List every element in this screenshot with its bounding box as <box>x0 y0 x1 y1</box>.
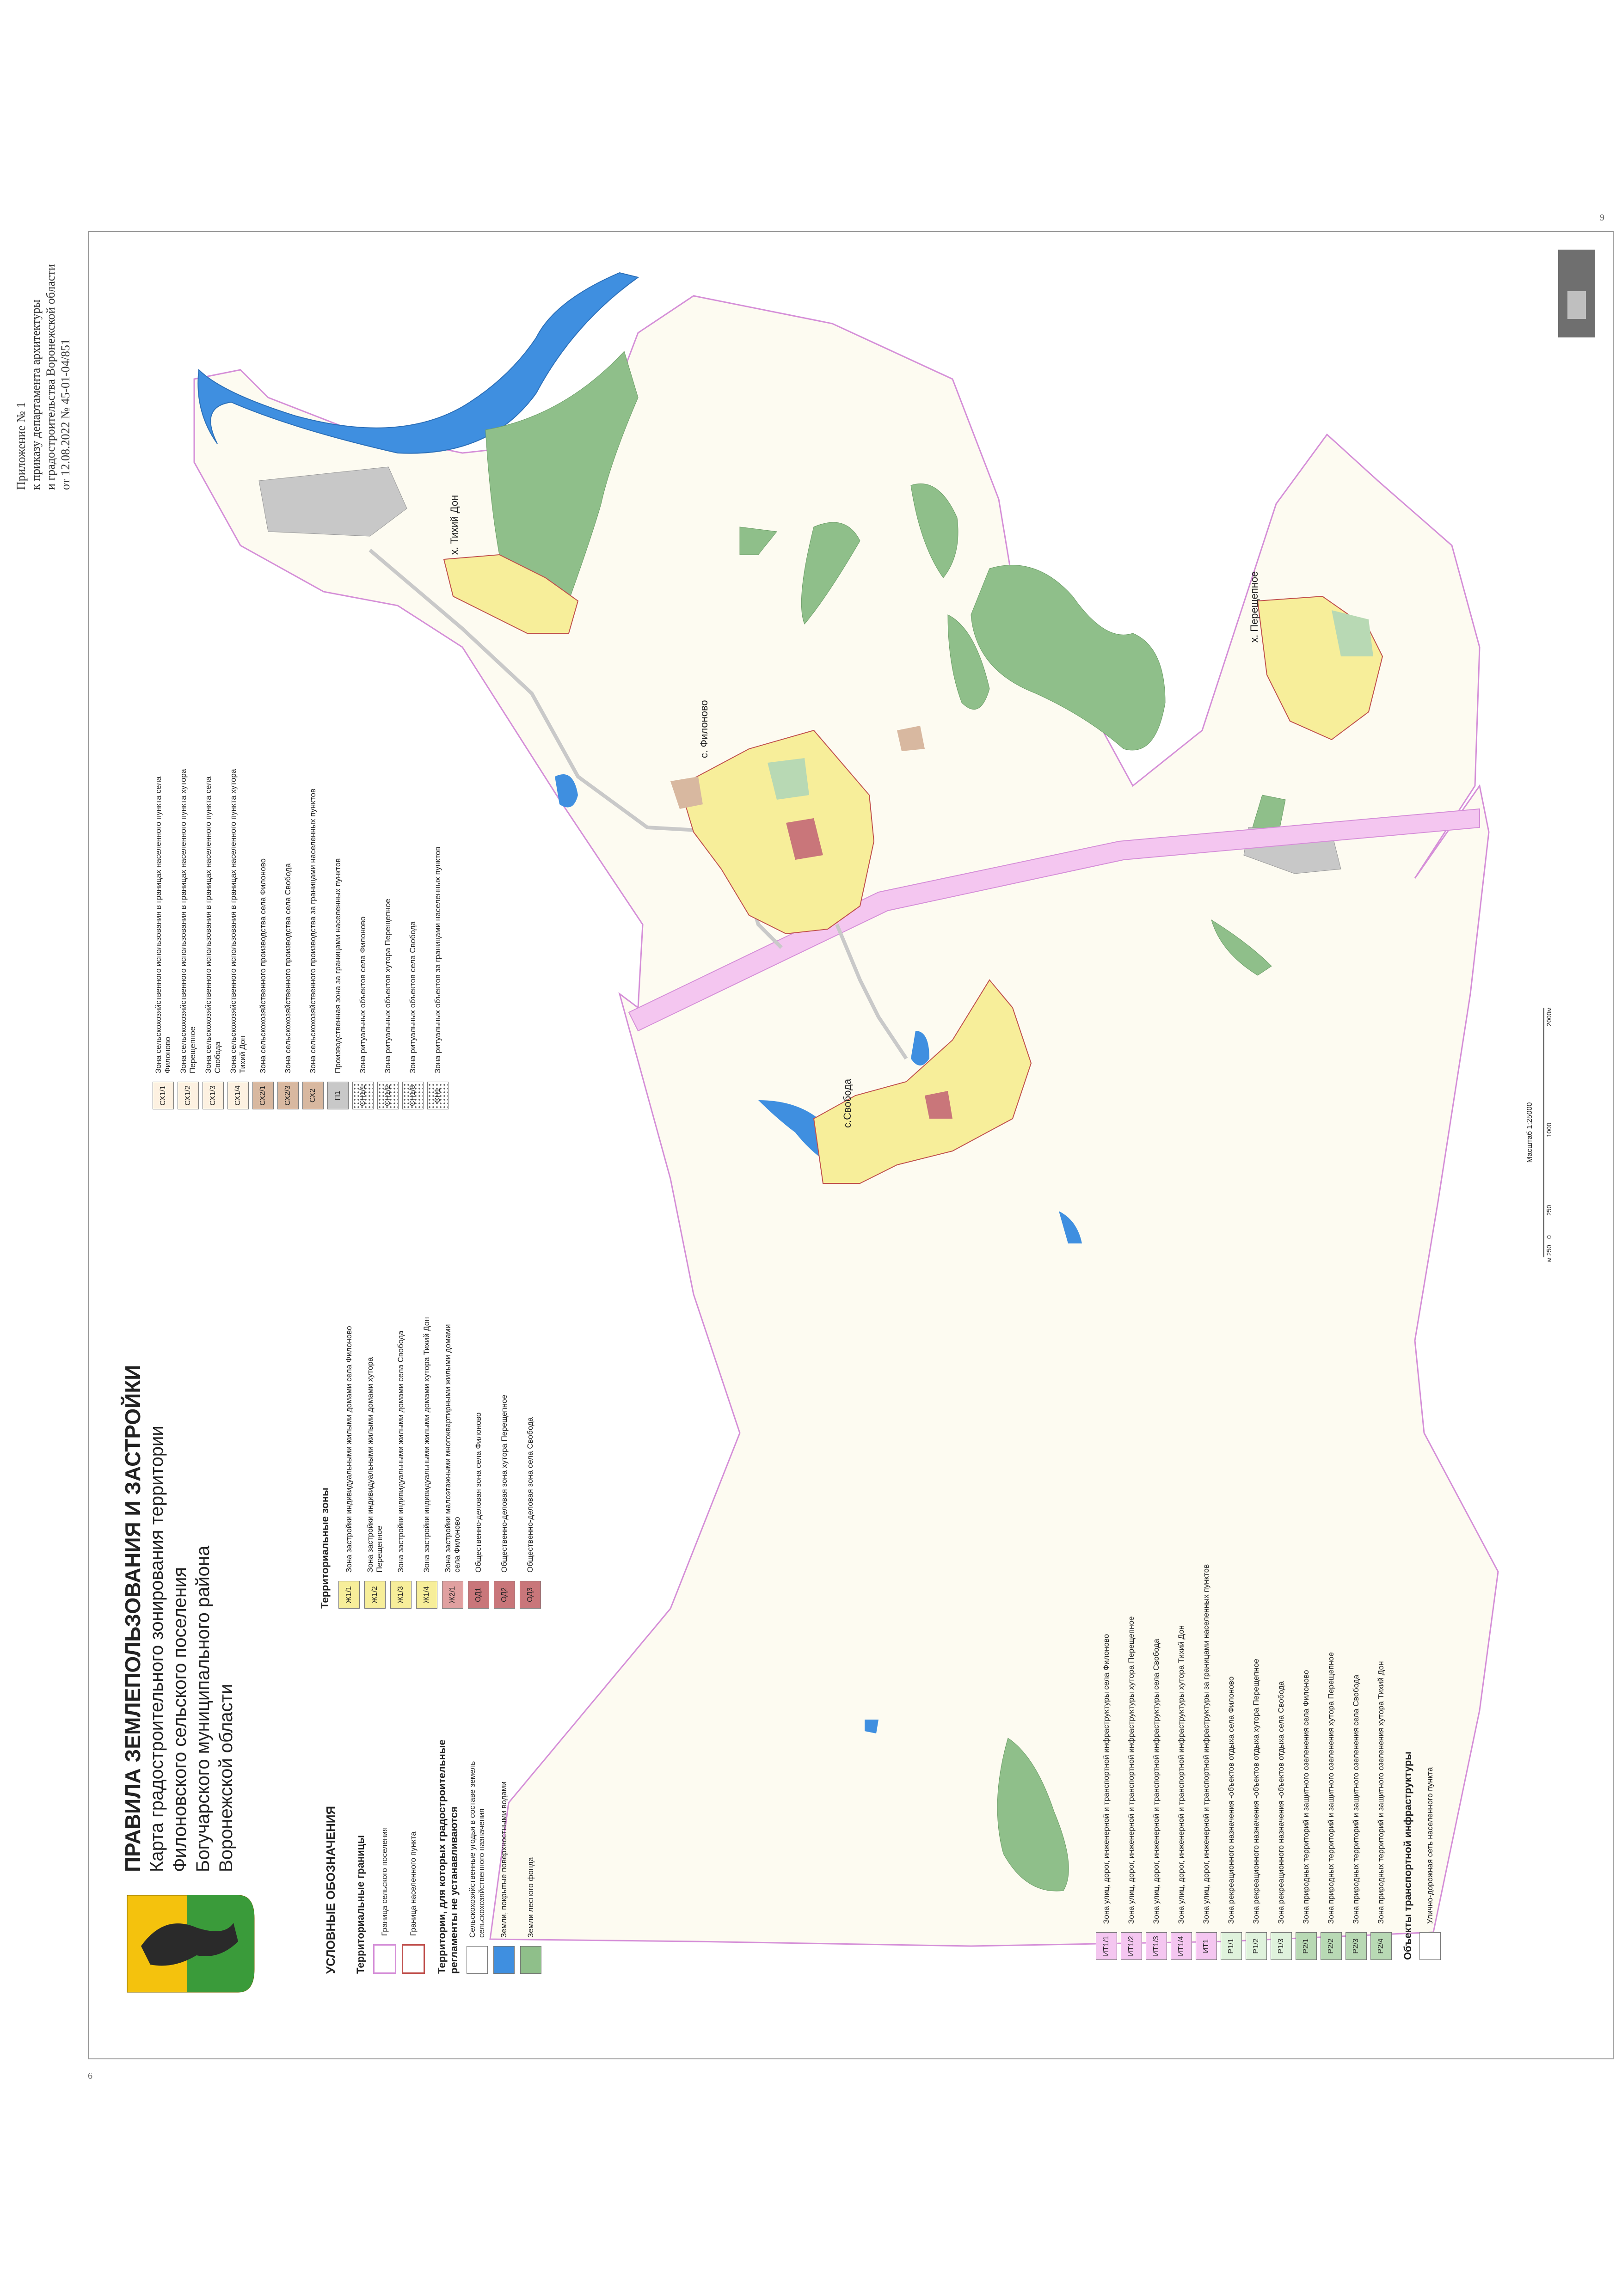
legend-block-zones-3 <box>1096 1544 1441 1960</box>
zones-title: Территориальные зоны <box>319 1488 331 1609</box>
coat-of-arms <box>123 1891 257 1997</box>
boundaries-title: Территориальные границы <box>355 1835 366 1974</box>
zone-label: Зона природных территорий и защитного озеленения села Свобода <box>1352 1674 1360 1924</box>
zone-row <box>327 758 349 1109</box>
agri-lands-swatch <box>467 1946 488 1974</box>
zone-swatch: Р2/3 <box>1346 1932 1367 1960</box>
title-line-3: Филоновского сельского поселения <box>170 1567 190 1872</box>
zone-label: Зона улиц, дорог, инженерной и транспортной инфраструктуры хутора Перещепное <box>1127 1616 1136 1924</box>
no-regs-title: Территории, для которых градостроительные регламенты не устанавливаются <box>436 1739 460 1974</box>
zone-swatch: ИТ1/2 <box>1121 1932 1142 1960</box>
zone-label: Зона природных территорий и защитного озеленения хутора Тихий Дон <box>1376 1661 1385 1924</box>
scale-line <box>1543 1008 1544 1257</box>
zone-label: Зона застройки индивидуальными жилыми домами хутора Тихий Дон <box>422 1317 431 1573</box>
zone-swatch: Ж2/1 <box>442 1581 463 1609</box>
zone-swatch: Р2/4 <box>1370 1932 1392 1960</box>
legend-block-zones-2 <box>153 758 449 1109</box>
zone-row <box>153 758 174 1109</box>
settlement-border-label: Граница сельского поселения <box>380 1827 389 1936</box>
agri-prod-east <box>897 726 925 751</box>
zone-label: Зона природных территорий и защитного озеленения села Филоново <box>1302 1670 1310 1924</box>
zone-label: Зона сельскохозяйственного использования в границах населенного пункта села Филоново <box>154 776 172 1073</box>
zone-row <box>1296 1544 1317 1960</box>
zone-swatch: Ж1/1 <box>338 1581 360 1609</box>
zone-row <box>416 1313 437 1609</box>
zone-swatch: СХ2 <box>302 1082 324 1109</box>
zone-row <box>338 1313 360 1609</box>
zone-swatch: Р2/2 <box>1321 1932 1342 1960</box>
zone-label: Зона рекреационного назначения -объектов отдыха села Филоново <box>1227 1676 1235 1924</box>
zone-swatch: Ж1/3 <box>390 1581 412 1609</box>
zone-row <box>442 1313 463 1609</box>
zone-row <box>520 1313 541 1609</box>
appendix-line-1: Приложение № 1 <box>14 402 28 490</box>
title-line-5: Воронежской области <box>216 1684 236 1872</box>
zone-label: Зона застройки индивидуальными жилыми домами села Филоново <box>344 1326 353 1573</box>
zone-label: Зона застройки индивидуальными жилыми домами хутора Перещепное <box>366 1357 384 1573</box>
zone-row <box>302 758 324 1109</box>
zone-row <box>1121 1544 1142 1960</box>
scale-tick-label: м 250 <box>1545 1245 1553 1262</box>
zone-swatch: Ж1/4 <box>416 1581 437 1609</box>
title-main: ПРАВИЛА ЗЕМЛЕПОЛЬЗОВАНИЯ И ЗАСТРОЙКИ <box>121 1365 145 1872</box>
zone-swatch: СХ1/2 <box>178 1082 199 1109</box>
svoboda-center <box>925 1091 952 1119</box>
street-network-label: Улично-дорожная сеть населенного пункта <box>1425 1767 1434 1924</box>
locality-border-label: Граница населенного пункта <box>409 1831 418 1936</box>
legend-item-locality-border <box>402 1678 425 1974</box>
zone-row <box>1370 1544 1392 1960</box>
zone-swatch: П1 <box>327 1082 349 1109</box>
zone-row <box>427 758 449 1109</box>
scale-tick-label: 2000м <box>1545 1007 1553 1026</box>
zone-swatch: СХ1/1 <box>153 1082 174 1109</box>
forest-swatch <box>520 1946 541 1974</box>
zone-swatch: ОД2 <box>494 1581 515 1609</box>
street-network-swatch <box>1419 1932 1441 1960</box>
settlement-border-swatch <box>373 1944 396 1974</box>
zone-swatch: ИТ1/4 <box>1171 1932 1192 1960</box>
zone-label: Зона улиц, дорог, инженерной и транспортной инфраструктуры за границами населенных пунктов <box>1202 1564 1210 1924</box>
zone-row <box>1196 1544 1217 1960</box>
zone-row <box>1146 1544 1167 1960</box>
zone-label: Зона природных территорий и защитного озеленения хутора Перещепное <box>1327 1652 1335 1924</box>
zone-label: Зона сельскохозяйственного производства за границами населенных пунктов <box>308 789 317 1073</box>
zone-swatch: СХ1/3 <box>203 1082 224 1109</box>
page-mark-right: 9 <box>1600 213 1604 223</box>
zone-label: Зона сельскохозяйственного использования в границах населенного пункта села Свобода <box>204 776 222 1073</box>
zone-row <box>252 758 274 1109</box>
label-filonovo: с. Филоново <box>698 700 710 758</box>
zone-label: Зона сельскохозяйственного производства села Свобода <box>283 863 292 1073</box>
legend-item-settlement-border <box>373 1678 396 1974</box>
zone-swatch: Р1/1 <box>1221 1932 1242 1960</box>
zone-row <box>1221 1544 1242 1960</box>
zone-label: Зона ритуальных объектов села Филоново <box>358 916 367 1073</box>
zone-label: Зона улиц, дорог, инженерной и транспортной инфраструктуры села Филоново <box>1102 1634 1111 1924</box>
zone-swatch: Р2/1 <box>1296 1932 1317 1960</box>
zone-label: Зона рекреационного назначения -объектов отдыха села Свобода <box>1277 1681 1285 1924</box>
legend-block-zones-1 <box>319 1313 541 1609</box>
label-svoboda: с.Свобода <box>842 1078 853 1128</box>
zone-row <box>364 1313 386 1609</box>
zone-swatch: СХ1/4 <box>227 1082 249 1109</box>
appendix-line-2: к приказу департамента архитектуры <box>29 300 43 490</box>
zone-label: Зона улиц, дорог, инженерной и транспортной инфраструктуры села Свобода <box>1152 1639 1161 1924</box>
zone-label: Общественно-деловая зона села Филоново <box>474 1412 483 1573</box>
zone-row <box>203 758 224 1109</box>
zone-row <box>178 758 199 1109</box>
legend-header: УСЛОВНЫЕ ОБОЗНАЧЕНИЯ <box>324 1806 338 1974</box>
zone-swatch: СН1/2 <box>377 1082 399 1109</box>
label-tikhiy-don: х. Тихий Дон <box>449 495 460 555</box>
legend-block-a <box>324 1678 541 1974</box>
legend-item-water <box>493 1678 515 1974</box>
zone-label: Зона рекреационного назначения -объектов отдыха хутора Перещепное <box>1252 1659 1260 1924</box>
zone-label: Производственная зона за границами населенных пунктов <box>333 858 342 1073</box>
zone-row <box>468 1313 489 1609</box>
zone-row <box>402 758 424 1109</box>
zone-row <box>1171 1544 1192 1960</box>
scale-tick-label: 1000 <box>1545 1122 1553 1137</box>
water-label: Земли, покрытые поверхностными водами <box>499 1781 508 1938</box>
zone-row <box>227 758 249 1109</box>
appendix-line-4: от 12.08.2022 № 45-01-04/851 <box>59 339 72 490</box>
title-line-4: Богучарского муниципального района <box>193 1545 213 1872</box>
zone-row <box>494 1313 515 1609</box>
zone-label: Зона улиц, дорог, инженерной и транспортной инфраструктуры хутора Тихий Дон <box>1177 1625 1186 1924</box>
agri-lands-label: Сельскохозяйственные угодья в составе земель сельскохозяйственного назначения <box>468 1761 486 1938</box>
forest-label: Земли лесного фонда <box>526 1857 535 1938</box>
zone-swatch: СН1 <box>427 1082 449 1109</box>
zone-label: Зона сельскохозяйственного использования в границах населенного пункта хутора Тихий Дон <box>229 769 247 1073</box>
zone-label: Зона ритуальных объектов села Свобода <box>408 921 417 1073</box>
scale-title: Масштаб 1:25000 <box>1526 1102 1534 1163</box>
transport-title: Объекты транспортной инфраструктуры <box>1402 1751 1413 1960</box>
zone-swatch: ОД3 <box>520 1581 541 1609</box>
title-line-2: Карта градостроительного зонирования территории <box>147 1426 167 1872</box>
appendix-note <box>14 213 73 490</box>
page-mark-left: 6 <box>88 2071 92 2081</box>
zone-row <box>377 758 399 1109</box>
zone-row <box>352 758 374 1109</box>
locality-border-swatch <box>402 1944 425 1974</box>
water-swatch <box>493 1946 515 1974</box>
zone-row <box>390 1313 412 1609</box>
zone-row <box>1321 1544 1342 1960</box>
legend-item-street-network <box>1419 1544 1441 1960</box>
zone-swatch: СХ2/3 <box>277 1082 299 1109</box>
zone-swatch: СН1/1 <box>352 1082 374 1109</box>
zone-swatch: СН1/3 <box>402 1082 424 1109</box>
zone-label: Зона сельскохозяйственного производства села Филоново <box>258 858 267 1073</box>
zone-row <box>1271 1544 1292 1960</box>
legend-item-agri-lands <box>467 1678 488 1974</box>
zone-row <box>1246 1544 1267 1960</box>
zone-swatch: ОД1 <box>468 1581 489 1609</box>
zone-label: Зона ритуальных объектов хутора Перещепное <box>383 899 392 1073</box>
zone-row <box>277 758 299 1109</box>
zone-swatch: Р1/2 <box>1246 1932 1267 1960</box>
appendix-line-3: и градостроительства Воронежской области <box>44 264 57 490</box>
scale-bar <box>1526 934 1553 1262</box>
zone-row <box>1096 1544 1117 1960</box>
label-pereshchepnoe: х. Перещепное <box>1248 571 1260 643</box>
zone-swatch: Р1/3 <box>1271 1932 1292 1960</box>
scale-tick-label: 250 <box>1545 1205 1553 1216</box>
title-block <box>120 1202 238 1872</box>
zone-label: Зона сельскохозяйственного использования в границах населенного пункта хутора Перещепное <box>179 769 197 1073</box>
zone-label: Общественно-деловая зона села Свобода <box>526 1417 535 1573</box>
zone-label: Общественно-деловая зона хутора Перещепное <box>500 1395 509 1573</box>
zone-swatch: ИТ1/3 <box>1146 1932 1167 1960</box>
zone-label: Зона застройки индивидуальными жилыми домами села Свобода <box>396 1330 405 1573</box>
zone-row <box>1346 1544 1367 1960</box>
zone-swatch: ИТ1/1 <box>1096 1932 1117 1960</box>
zone-label: Зона застройки малоэтажными многоквартирными жилыми домами села Филоново <box>443 1324 461 1573</box>
pond-south-2 <box>865 1720 879 1733</box>
zone-label: Зона ритуальных объектов за границами населенных пунктов <box>433 846 442 1073</box>
zone-swatch: СХ2/1 <box>252 1082 274 1109</box>
legend-item-forest <box>520 1678 541 1974</box>
scale-tick-label: 0 <box>1545 1235 1553 1239</box>
zone-swatch: Ж1/2 <box>364 1581 386 1609</box>
zone-swatch: ИТ1 <box>1196 1932 1217 1960</box>
